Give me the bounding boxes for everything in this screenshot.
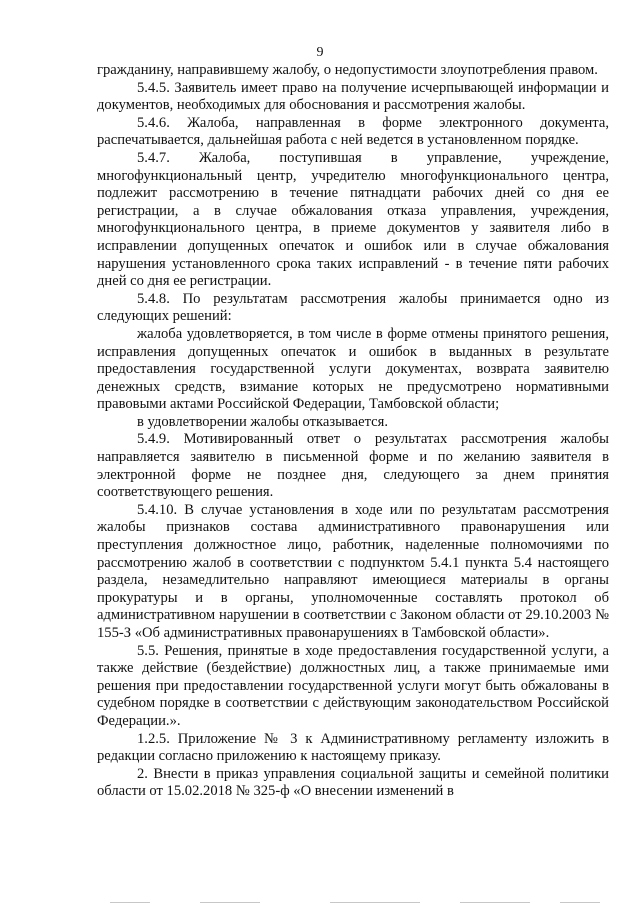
paragraph-5-4-8: 5.4.8. По результатам рассмотрения жалобы принимается одно из следующих решений: [97,290,609,325]
paragraph-5-4-7: 5.4.7. Жалоба, поступившая в управление, учреждение, многофункциональный центр, учредителю многофункционального центра, подлежит рассмотрению в течение пятнадцати рабочих дней со дня ее регистрации, а в случае обжалования отказа управления, учреждения, многофункционального центра, в приеме документов у заявителя либо в исправлении допущенных опечаток и ошибок или в случае обжалования нарушения установленного срока таких исправлений - в течение пяти рабочих дней со дня ее регистрации. [97,149,609,290]
paragraph-1-2-5: 1.2.5. Приложение № 3 к Административному регламенту изложить в редакции согласно приложению к настоящему приказу. [97,730,609,765]
paragraph-5-4-5: 5.4.5. Заявитель имеет право на получение исчерпывающей информации и документов, необходимых для обоснования и рассмотрения жалобы. [97,79,609,114]
decision-option-refuse: в удовлетворении жалобы отказывается. [137,413,389,430]
paragraph-5-4-10: 5.4.10. В случае установления в ходе или по результатам рассмотрения жалобы признаков состава административного правонарушения или преступления должностное лицо, работник, наделенные полномочиями по рассмотрению жалоб в соответствии с подпунктом 5.4.1 пункта 5.4 настоящего раздела, незамедлительно направляют имеющиеся материалы в органы прокуратуры и в органы, уполномоченные составлять протокол об административном нарушении в соответствии с Законом области от 29.10.2003 № 155-З «Об административных правонарушениях в Тамбовской области». [97,501,609,641]
scan-edge-artifact [0,899,640,905]
paragraph-5-4-9: 5.4.9. Мотивированный ответ о результатах рассмотрения жалобы направляется заявителю в письменной форме и по желанию заявителя в электронной форме не позднее дня, следующего за днем принятия соответствующего решения. [97,431,609,501]
paragraph-5-4-6: 5.4.6. Жалоба, направленная в форме электронного документа, распечатывается, дальнейшая работа с ней ведется в установленном порядке. [97,114,609,149]
page-number: 9 [316,45,324,60]
paragraph-continuation: гражданину, направившему жалобу, о недопустимости злоупотребления правом. [97,62,598,78]
paragraph-5-5: 5.5. Решения, принятые в ходе предоставления государственной услуги, а также действие (бездействие) должностных лиц, а также принимаемые ими решения при предоставлении государственной услуги могут быть обжалованы в судебном порядке в соответствии с действующим законодательством Российской Федерации.». [97,642,609,729]
document-body [97,62,609,801]
decision-option-satisfy: жалоба удовлетворяется, в том числе в форме отмены принятого решения, исправления допущенных опечаток и ошибок в выданных в результате предоставления государственной услуги документах, возврата заявителю денежных средств, взимание которых не предусмотрено нормативными правовыми актами Российской Федерации, Тамбовской области; [97,325,609,413]
paragraph-2: 2. Внести в приказ управления социальной защиты и семейной политики области от 15.02.2018 № 325-ф «О внесении изменений в [97,765,609,800]
